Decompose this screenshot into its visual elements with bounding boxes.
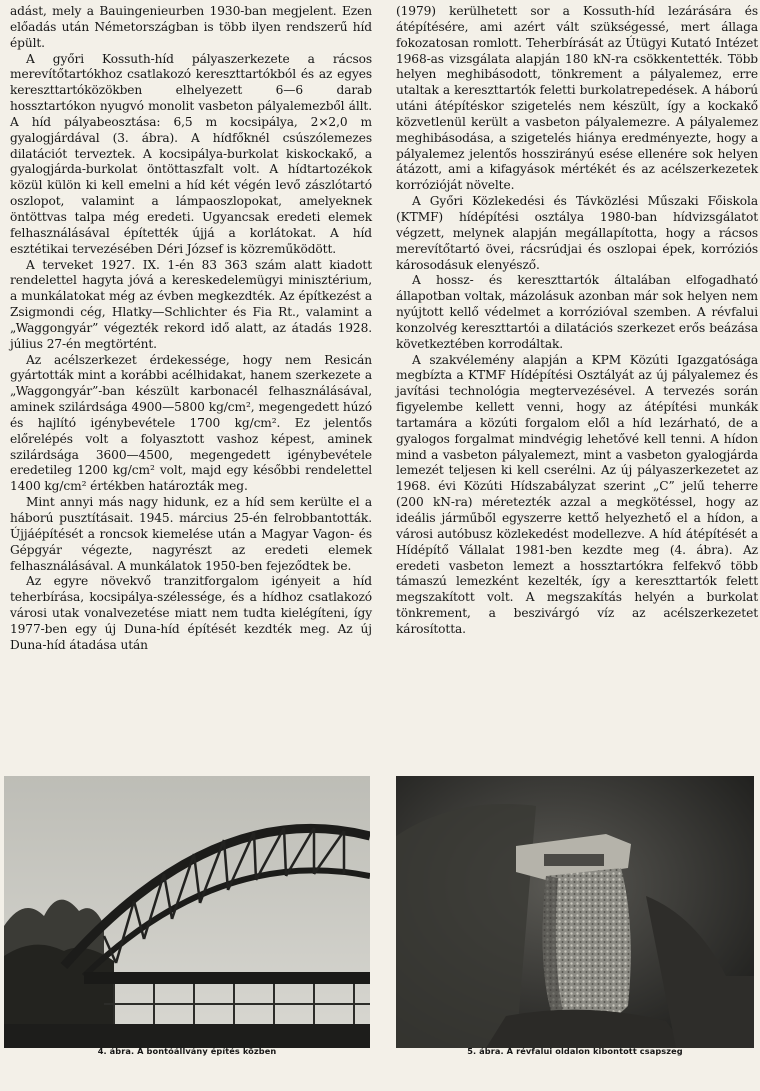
paragraph: A szakvélemény alapján a KPM Közúti Igazgatósága megbízta a KTMF Hídépítési Osztályát az új pályalemez és javítási technológia megtervezésével. A tervezés során figyelembe kellett venni, hogy az átépítési munkák tartamára a közúti forgalom elől a híd lezárható, de a gyalogos forgalmat mindvégig lehetővé kell tenni. A hídon mind a vasbeton pályalemezt, mint a vasbeton gyalogjárda lemezét teljesen ki kell cserélni. Az új pályaszerkezetet az 1968. évi Közúti Hídszabályzat szerint „C” jelű teherre (200 kN-ra) méretezték azzal a megkötéssel, hogy az ideális járműből egyszerre kettő helyezhető el a hídon, a városi autóbusz közlekedést modellezve. A híd átépítését a Hídépítő Vállalat 1981-ben kezdte meg (4. ábra). Az eredeti vasbeton lemezt a hossztartókra felfekvő több támaszú lemezként kezelték, így a kereszttartók felett megszakított volt. A megszakítás helyén a burkolat tönkrement, a beszivárgó víz az acélszerkezetet károsította. xyxy=(396,352,758,636)
paragraph: A győri Kossuth-híd pályaszerkezete a rácsos merevítőtartókhoz csatlakozó kereszttartókból és az egyes kereszttartóközökben elhelyezett 6—6 darab hossztartókon nyugvó monolit vasbeton pályalemezből állt. A híd pályabeosztása: 6,5 m kocsipálya, 2×2,0 m gyalogjárdával (3. ábra). A hídfőknél csúszólemezes dilatációt terveztek. A kocsipálya-burkolat kiskockakő, a gyalogjárda-burkolat öntöttaszfalt volt. A hídtartozékok közül külön ki kell emelni a híd két végén levő zászlótartó oszlopot, valamint a lámpaoszlopokat, amelyeknek öntöttvas talpa még eredeti. Ugyancsak eredeti elemek felhasználásával építették újjá a korlátokat. A híd esztétikai tervezésében Déri József is közreműködött. xyxy=(10,51,372,256)
bridge-photo xyxy=(4,776,370,1048)
figure-4-caption: 4. ábra. A bontóállvány építés közben xyxy=(97,1046,277,1056)
paragraph: Az acélszerkezet érdekessége, hogy nem Resicán gyártották mint a korábbi acélhidakat, hanem szerkezete a „Waggongyár”-ban készült karbonacél felhasználásával, aminek szilárdsága 4900—5800 kg/cm², megengedett húzó és hajlító igénybevétele 1700 kg/cm². Ez jelentős előrelépés volt a folyasztott vashoz képest, aminek szilárdsága 3600—4500, megengedett igénybevétele eredetileg 1200 kg/cm² volt, majd egy későbbi rendelettel 1400 kg/cm² értékben határozták meg. xyxy=(10,352,372,494)
paragraph: A hossz- és kereszttartók általában elfogadható állapotban voltak, mázolásuk azonban már sok helyen nem nyújtott kellő védelmet a korrózióval szemben. A révfalui konzolvég kereszttartói a dilatációs szerkezet erős beázása következtében korrodáltak. xyxy=(396,273,758,351)
paragraph: A terveket 1927. IX. 1-én 83 363 szám alatt kiadott rendelettel hagyta jóvá a kereskedelemügyi minisztérium, a munkálatokat még az évben megkezdték. Az építkezést a Zsigmondi cég, Hlatky—Schlichter és Fia Rt., valamint a „Waggongyár” végezték rekord idő alatt, az átadás 1928. július 27-én megtörtént. xyxy=(10,257,372,351)
paragraph: adást, mely a Bauingenieurben 1930-ban megjelent. Ezen előadás után Németországban is több ilyen rendszerű híd épült. xyxy=(10,4,372,50)
paragraph: (1979) kerülhetett sor a Kossuth-híd lezárására és átépítésére, ami azért vált szükségessé, mert állaga fokozatosan romlott. Teherbírását az Útügyi Kutató Intézet 1968-as vizsgálata alapján 180 kN-ra csökkentették. Több helyen meghibásodott, tönkrement a pályalemez, erre utaltak a kereszttartók feletti burkolatrepedések. A háború utáni átépítéskor szigetelés nem készült, így a kockakő közvetlenül került a vasbeton pályalemezre. A pályalemez meghibásodása, a szigetelés hiánya eredményezte, hogy a pályalemez jelentős hosszirányú esése ellenére sok helyen átázott, ami a kifagyások mértékét és az acélszerkezetek korrózióját növelte. xyxy=(396,4,758,193)
corroded-pin-image xyxy=(396,776,754,1048)
right-text-column xyxy=(396,4,758,638)
bridge-arch-image xyxy=(4,776,370,1048)
paragraph: A Győri Közlekedési és Távközlési Műszaki Főiskola (KTMF) hídépítési osztálya 1980-ban hídvizsgálatot végzett, melynek alapján megállapította, hogy a rácsos merevítőtartó övei, rácsrúdjai és oszlopai épek, korróziós károsodásuk elenyésző. xyxy=(396,194,758,272)
paragraph: Mint annyi más nagy hidunk, ez a híd sem kerülte el a háború pusztításait. 1945. március 25-én felrobbantották. Újjáépítését a roncsok kiemelése után a Magyar Vagon- és Gépgyár végezte, nagyrészt az eredeti elemek felhasználásával. A munkálatok 1950-ben fejeződtek be. xyxy=(10,495,372,573)
figure-5-caption: 5. ábra. A révfalui oldalon kibontott csapszeg xyxy=(467,1046,683,1056)
paragraph: Az egyre növekvő tranzitforgalom igényeit a híd teherbírása, kocsipálya-szélessége, és a hídhoz csatlakozó városi utak vonalvezetése miatt nem tudta kielégíteni, így 1977-ben egy új Duna-híd építését kezdték meg. Az új Duna-híd átadása után xyxy=(10,574,372,652)
left-text-column xyxy=(10,4,372,654)
bolt-photo xyxy=(396,776,754,1048)
